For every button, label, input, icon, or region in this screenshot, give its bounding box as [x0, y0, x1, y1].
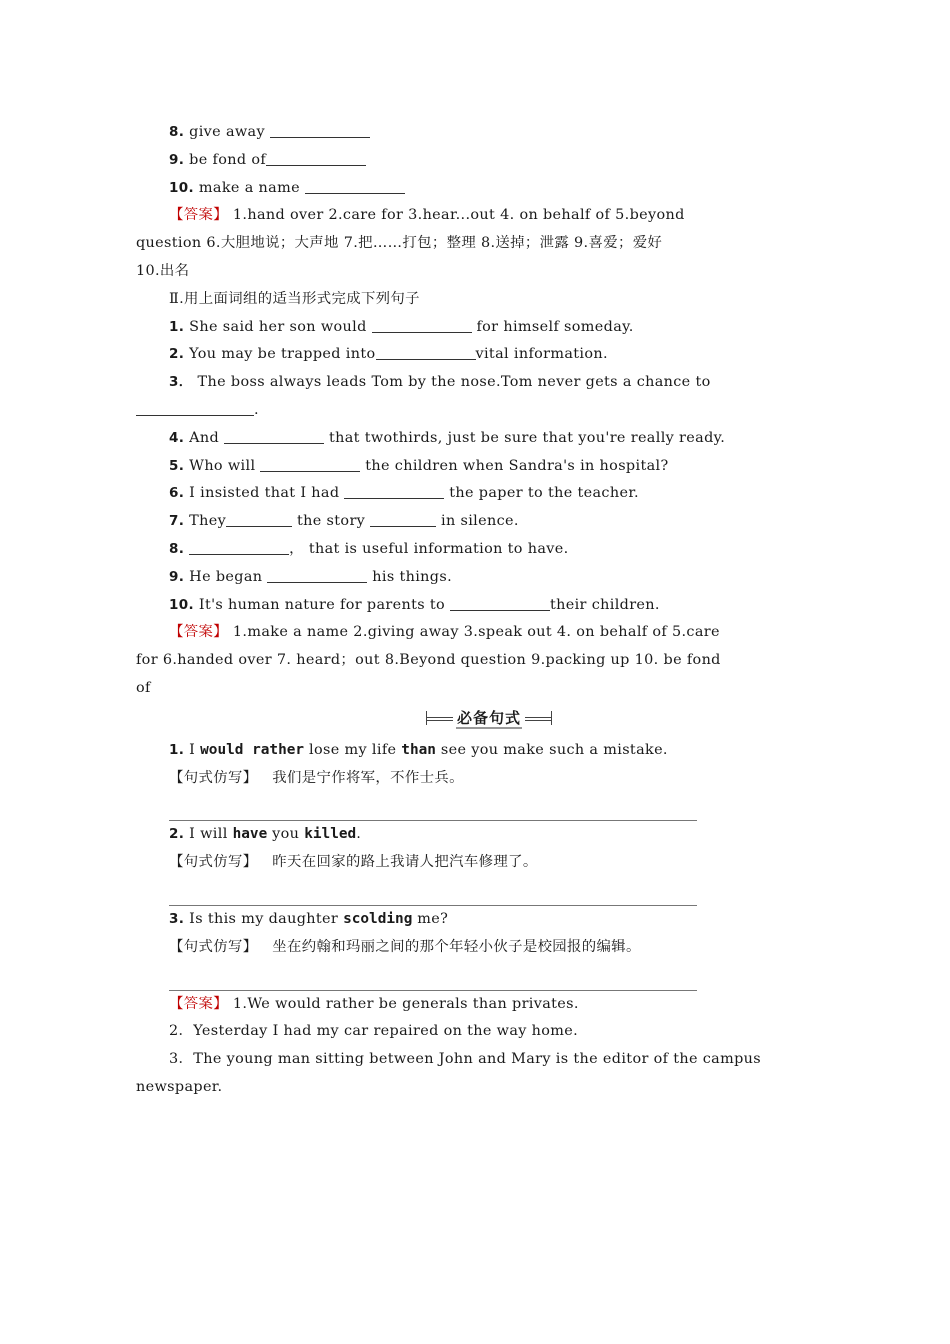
pattern-text: . [356, 826, 362, 843]
sentence-2 [136, 341, 816, 369]
section-title: 必备句式 [453, 709, 525, 727]
fill-blank[interactable] [372, 318, 472, 333]
sentence-text: their children. [549, 596, 660, 613]
sentence-text: The boss always leads Tom by the nose.Tom never gets a chance to [197, 374, 711, 391]
answer-tag: 【答案】 [169, 207, 228, 224]
sentence-text: the paper to the teacher. [444, 485, 639, 502]
sentence-number: 7. [169, 513, 185, 530]
sentence-text: his things. [367, 568, 453, 585]
pattern-number: 3. [169, 910, 185, 927]
pattern-text: you [267, 826, 305, 843]
sentence-text: the story [292, 513, 371, 530]
sentence-text: vital information. [475, 346, 608, 363]
fill-blank[interactable] [266, 151, 366, 166]
pattern-answers-line-3: 3．The young man sitting between John and Mary is the editor of the campus [169, 1051, 762, 1068]
item-text: give away [189, 124, 270, 140]
imitate-3 [136, 934, 816, 962]
worksheet-content [136, 119, 816, 1102]
sentence-4 [136, 425, 816, 453]
answer-tag: 【答案】 [169, 995, 228, 1012]
pattern-text: lose my life [304, 741, 402, 758]
imitate-label: 【句式仿写】 [169, 938, 258, 955]
fill-blank[interactable] [370, 512, 436, 527]
fill-blank[interactable] [224, 429, 324, 444]
sentence-text: . [254, 401, 259, 418]
pattern-2 [136, 821, 816, 849]
part2-title: Ⅱ.用上面词组的适当形式完成下列句子 [169, 290, 420, 307]
pattern-keyword: have [232, 826, 268, 843]
vocab-item-9 [136, 147, 816, 175]
pattern-text: I will [184, 826, 233, 843]
item-text: make a name [198, 179, 305, 196]
fill-blank[interactable] [267, 568, 367, 583]
pattern-text: me? [412, 910, 449, 927]
item-text: be fond of [189, 151, 267, 168]
fill-blank[interactable] [189, 540, 289, 555]
pattern-text: I [184, 741, 201, 758]
pattern-keyword: scolding [343, 910, 413, 927]
vocab-item-10 [136, 175, 816, 203]
sentence-number: 10. [169, 596, 194, 613]
sentence-text: They [189, 513, 227, 530]
item-number: 10. [169, 179, 194, 196]
vocab-answers-line-3: 10.出名 [136, 262, 190, 279]
sentence-text: And [189, 429, 225, 446]
sentence-number: 1. [169, 318, 185, 335]
fill-blank[interactable] [344, 484, 444, 499]
fill-blank[interactable] [226, 512, 292, 527]
answer-line[interactable] [169, 962, 697, 991]
item-number: 8. [169, 124, 185, 140]
fill-blank[interactable] [305, 179, 405, 194]
answer-line[interactable] [169, 792, 697, 821]
sentence-number: 6. [169, 485, 185, 502]
imitate-text: 我们是宁作将军，不作士兵。 [272, 769, 464, 786]
pattern-number: 1. [169, 741, 185, 758]
pattern-answers-line-2: 2．Yesterday I had my car repaired on the way home. [169, 1023, 579, 1040]
pattern-answers-line-1 [136, 991, 816, 1019]
vocab-answers-line-2: question 6.大胆地说；大声地 7.把……打包；整理 8.送掉；泄露 9.喜爱；爱好 [136, 235, 663, 252]
sentence-3 [136, 369, 816, 397]
answer-text: 1.make a name 2.giving away 3.speak out 4. on behalf of 5.care [232, 624, 720, 641]
answer-tag: 【答案】 [169, 624, 228, 641]
fill-blank[interactable] [136, 401, 254, 416]
sentence-6 [136, 480, 816, 508]
sentence-text: It's human nature for parents to [198, 596, 450, 613]
imitate-2 [136, 849, 816, 877]
pattern-keyword: would rather [200, 741, 305, 758]
sentence-8 [136, 536, 816, 564]
sentence-number: 3． [169, 374, 193, 391]
pattern-answers-line-4: newspaper. [136, 1078, 223, 1095]
imitate-text: 坐在约翰和玛丽之间的那个年轻小伙子是校园报的编辑。 [272, 938, 641, 955]
section-heading [136, 703, 816, 737]
vocab-answers-line-1 [136, 202, 816, 230]
answer-text: 1.hand over 2.care for 3.hear...out 4. on behalf of 5.beyond [232, 207, 685, 224]
pattern-keyword: killed [304, 826, 357, 843]
sentence-text: You may be trapped into [189, 346, 376, 363]
sentence-number: 9. [169, 568, 185, 585]
pattern-keyword: than [401, 741, 436, 758]
sentence-answers-line-3: of [136, 679, 151, 696]
sentence-number: 2. [169, 346, 185, 363]
imitate-text: 昨天在回家的路上我请人把汽车修理了。 [272, 854, 538, 871]
fill-blank[interactable] [270, 123, 370, 138]
sentence-text: He began [189, 568, 268, 585]
answer-line[interactable] [169, 877, 697, 906]
item-number: 9. [169, 151, 185, 168]
sentence-number: 8. [169, 540, 185, 557]
pattern-1 [136, 737, 816, 765]
sentence-1 [136, 314, 816, 342]
sentence-9 [136, 564, 816, 592]
imitate-label: 【句式仿写】 [169, 769, 258, 786]
pattern-number: 2. [169, 826, 185, 843]
pattern-text: Is this my daughter [184, 910, 344, 927]
sentence-text: the children when Sandra's in hospital? [360, 457, 669, 474]
imitate-label: 【句式仿写】 [169, 854, 258, 871]
sentence-answers-line-2: for 6.handed over 7. heard；out 8.Beyond question 9.packing up 10. be fond [136, 652, 721, 669]
sentence-text: that twothirds, just be sure that you're really ready. [324, 429, 726, 446]
sentence-text: She said her son would [189, 318, 372, 335]
section-heading-box [426, 707, 552, 729]
answer-text: 1.We would rather be generals than privates. [232, 995, 579, 1012]
fill-blank[interactable] [450, 596, 550, 611]
sentence-text: I insisted that I had [189, 485, 345, 502]
imitate-1 [136, 765, 816, 793]
sentence-10 [136, 592, 816, 620]
sentence-answers-line-1 [136, 619, 816, 647]
sentence-text: Who will [189, 457, 261, 474]
pattern-text: see you make such a mistake. [435, 741, 668, 758]
sentence-text: ， that is useful information to have. [289, 540, 569, 557]
fill-blank[interactable] [376, 345, 476, 360]
sentence-number: 5. [169, 457, 185, 474]
pattern-3 [136, 906, 816, 934]
sentence-number: 4. [169, 429, 185, 446]
sentence-3-continued [136, 397, 816, 425]
sentence-7 [136, 508, 816, 536]
fill-blank[interactable] [260, 457, 360, 472]
sentence-text: for himself someday. [471, 318, 634, 335]
sentence-5 [136, 453, 816, 481]
vocab-item-8 [136, 119, 816, 147]
sentence-text: in silence. [436, 513, 519, 530]
